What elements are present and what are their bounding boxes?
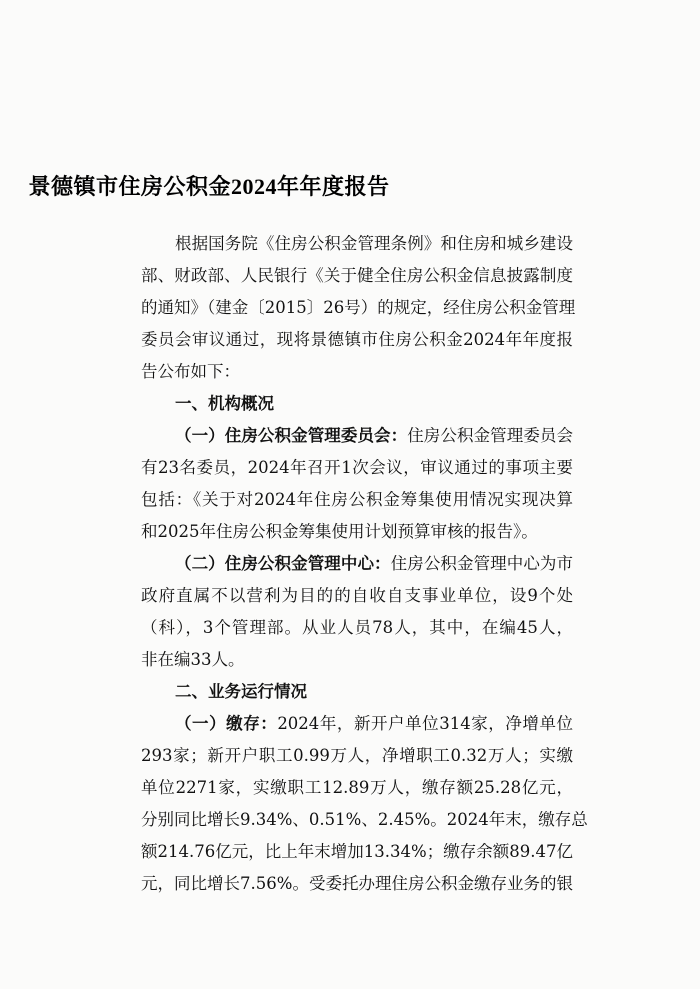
section-heading: 二、业务运行情况: [175, 682, 307, 701]
paragraph-line: 293家；新开户职工0.99万人，净增职工0.32万人；实缴: [141, 746, 573, 765]
paragraph-line: 包括：《关于对2024年住房公积金筹集使用情况实现决算: [141, 490, 573, 509]
paragraph-line: 单位2271家，实缴职工12.89万人，缴存额25.28亿元，: [141, 778, 573, 797]
intro-line: 部、财政部、人民银行《关于健全住房公积金信息披露制度: [141, 266, 573, 285]
subsection-label: （一）缴存：: [175, 714, 278, 733]
paragraph-line: [141, 548, 573, 580]
paragraph-line: 额214.76亿元，比上年末增加13.34%；缴存余额89.47亿: [141, 842, 573, 861]
paragraph-line: 分别同比增长9.34%、0.51%、2.45%。2024年末，缴存总: [141, 810, 588, 829]
subsection-label: （一）住房公积金管理委员会：: [175, 426, 408, 445]
intro-line: 告公布如下：: [141, 362, 240, 381]
paragraph-line: 元，同比增长7.56%。受委托办理住房公积金缴存业务的银: [141, 874, 573, 893]
page-title: 景德镇市住房公积金2024年年度报告: [28, 174, 390, 199]
paragraph-text: 2024年，新开户单位314家，净增单位: [277, 714, 573, 733]
paragraph-line: [141, 708, 573, 740]
paragraph-line: （科），3个管理部。从业人员78人，其中，在编45人，: [141, 618, 573, 637]
paragraph-line: 非在编33人。: [141, 650, 245, 669]
paragraph-line: 和2025年住房公积金筹集使用计划预算审核的报告》。: [141, 522, 538, 541]
paragraph-line: 有23名委员，2024年召开1次会议，审议通过的事项主要: [141, 458, 573, 477]
paragraph-text: 住房公积金管理中心为市: [390, 554, 574, 573]
intro-line: 的通知》（建金〔2015〕26号）的规定，经住房公积金管理: [141, 298, 576, 317]
subsection-label: （二）住房公积金管理中心：: [175, 554, 391, 573]
paragraph-line: [141, 420, 573, 452]
section-heading: 一、机构概况: [175, 394, 274, 413]
paragraph-line: 政府直属不以营利为目的的自收自支事业单位，设9个处: [141, 586, 573, 605]
paragraph-text: 住房公积金管理委员会: [407, 426, 574, 445]
intro-line: 委员会审议通过，现将景德镇市住房公积金2024年年度报: [141, 330, 573, 349]
intro-line: 根据国务院《住房公积金管理条例》和住房和城乡建设: [175, 234, 573, 253]
